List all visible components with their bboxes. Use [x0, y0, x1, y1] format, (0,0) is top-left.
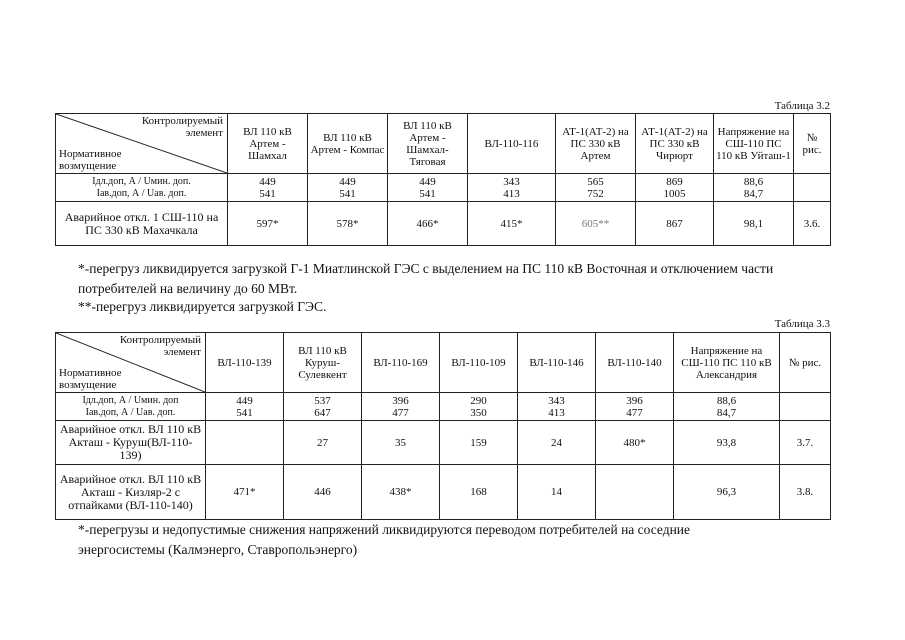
table-cell: 415* [468, 202, 556, 246]
limits-cell [284, 393, 362, 421]
limits-cell [206, 393, 284, 421]
table-cell: 3.6. [794, 202, 831, 246]
column-header: № рис. [794, 114, 831, 174]
limit-1: 537 [314, 394, 331, 407]
column-header: ВЛ-110-109 [440, 333, 518, 393]
limits-cell [714, 174, 794, 202]
limit-2: 541 [419, 187, 436, 200]
table-3-2 [55, 113, 831, 246]
limits-cell [780, 393, 831, 421]
column-header: ВЛ 110 кВ Артем - Компас [308, 114, 388, 174]
row-label: Аварийное откл. 1 СШ-110 на ПС 330 кВ Махачкала [56, 202, 228, 246]
table-3-3-note-1: *-перегрузы и недопустимые снижения напряжений ликвидируются переводом потребителей на соседние [78, 522, 691, 537]
column-header: ВЛ 110 кВ Артем - Шамхал [228, 114, 308, 174]
limit-2: 477 [392, 406, 409, 419]
table-header-row [56, 333, 831, 393]
table-cell: 96,3 [674, 465, 780, 520]
table-3-2-note-1: *-перегруз ликвидируется загрузкой Г-1 Миатлинской ГЭС с выделением на ПС 110 кВ Восточная и отключением части потребителей на величину до 60 МВт. [78, 261, 774, 296]
table-cell: 93,8 [674, 421, 780, 465]
table-cell: 466* [388, 202, 468, 246]
column-header: ВЛ-110-116 [468, 114, 556, 174]
limits-cell [440, 393, 518, 421]
limits-cell [596, 393, 674, 421]
column-header: ВЛ 110 кВ Артем - Шамхал- Тяговая [388, 114, 468, 174]
corner-cell [56, 114, 228, 174]
limits-cell [388, 174, 468, 202]
table-3-2-caption: Таблица 3.2 [774, 100, 830, 112]
redacted-cell [596, 465, 674, 520]
column-header: ВЛ 110 кВ Куруш- Сулевкент [284, 333, 362, 393]
table-header-row [56, 114, 831, 174]
limit-1: 396 [392, 394, 409, 407]
limits-cell [674, 393, 780, 421]
limit-1: 343 [503, 175, 520, 188]
limits-label [56, 174, 228, 202]
column-header: № рис. [780, 333, 831, 393]
table-row [56, 421, 831, 465]
limit-1: 449 [259, 175, 276, 188]
limits-cell [636, 174, 714, 202]
table-row [56, 202, 831, 246]
limit-2: 752 [587, 187, 604, 200]
corner-bottom-label: Нормативное возмущение [59, 367, 122, 391]
limit-2: 413 [503, 187, 520, 200]
column-header: ВЛ-110-139 [206, 333, 284, 393]
table-3-2-note-2: **-перегруз ликвидируется загрузкой ГЭС. [78, 299, 327, 314]
limits-cell [556, 174, 636, 202]
column-header: ВЛ-110-146 [518, 333, 596, 393]
limit-1: 565 [587, 175, 604, 188]
limit-1: 449 [339, 175, 356, 188]
table-cell: 578* [308, 202, 388, 246]
redacted-cell [206, 421, 284, 465]
table-cell: 27 [284, 421, 362, 465]
limits-label [56, 393, 206, 421]
limit-label-1: Iдл.доп, А / Uмин. доп [82, 394, 179, 406]
column-header: АТ-1(АТ-2) на ПС 330 кВ Чирюрт [636, 114, 714, 174]
column-header: АТ-1(АТ-2) на ПС 330 кВ Артем [556, 114, 636, 174]
limit-label-1: Iдл.доп, А / Uмин. доп. [92, 175, 191, 187]
table-3-3-note-2: энергосистемы (Калмэнерго, Ставропольэнерго) [78, 542, 358, 557]
limit-2: 84,7 [743, 187, 764, 200]
limits-cell [794, 174, 831, 202]
corner-top-label: Контролируемый элемент [141, 115, 223, 139]
column-header: Напряжение на СШ-110 ПС 110 кВ Уйташ-1 [714, 114, 794, 174]
limit-2: 1005 [663, 187, 686, 200]
table-cell: 438* [362, 465, 440, 520]
table-cell: 3.7. [780, 421, 831, 465]
limit-2: 541 [259, 187, 276, 200]
table-cell: 168 [440, 465, 518, 520]
limit-2: 541 [236, 406, 253, 419]
table-cell: 14 [518, 465, 596, 520]
limits-cell [518, 393, 596, 421]
limit-2: 647 [314, 406, 331, 419]
limit-1: 88,6 [716, 394, 737, 407]
row-label: Аварийное откл. ВЛ 110 кВ Акташ - Кизляр-2 с отпайками (ВЛ-110-140) [56, 465, 206, 520]
table-cell: 24 [518, 421, 596, 465]
corner-top-label: Контролируемый элемент [119, 334, 201, 358]
table-cell: 867 [636, 202, 714, 246]
column-header: ВЛ-110-140 [596, 333, 674, 393]
table-3-3 [55, 332, 831, 520]
row-label: Аварийное откл. ВЛ 110 кВ Акташ - Куруш(ВЛ-110-139) [56, 421, 206, 465]
table-3-3-caption: Таблица 3.3 [774, 318, 830, 330]
limit-label-2: Iав.доп, А / Uав. доп. [85, 406, 176, 418]
column-header: Напряжение на СШ-110 ПС 110 кВ Александрия [674, 333, 780, 393]
limit-2: 541 [339, 187, 356, 200]
table-cell: 159 [440, 421, 518, 465]
table-cell: 35 [362, 421, 440, 465]
table-row [56, 465, 831, 520]
limit-1: 449 [236, 394, 253, 407]
limit-1: 449 [419, 175, 436, 188]
limit-2: 413 [548, 406, 565, 419]
limits-cell [468, 174, 556, 202]
table-cell: 471* [206, 465, 284, 520]
limit-2: 477 [626, 406, 643, 419]
limits-row [56, 393, 831, 421]
limit-1: 396 [626, 394, 643, 407]
limit-1: 290 [470, 394, 487, 407]
table-cell: 597* [228, 202, 308, 246]
limit-2: 350 [470, 406, 487, 419]
corner-cell [56, 333, 206, 393]
corner-bottom-label: Нормативное возмущение [59, 148, 122, 172]
limit-1: 343 [548, 394, 565, 407]
table-cell: 3.8. [780, 465, 831, 520]
column-header: ВЛ-110-169 [362, 333, 440, 393]
limit-2: 84,7 [716, 406, 737, 419]
limits-row [56, 174, 831, 202]
limits-cell [228, 174, 308, 202]
limits-cell [308, 174, 388, 202]
limit-1: 88,6 [743, 175, 764, 188]
table-cell: 98,1 [714, 202, 794, 246]
limits-cell [362, 393, 440, 421]
table-cell: 446 [284, 465, 362, 520]
table-cell: 480* [596, 421, 674, 465]
limit-1: 869 [666, 175, 683, 188]
table-cell: 605** [556, 202, 636, 246]
limit-label-2: Iав.доп, А / Uав. доп. [96, 187, 187, 199]
